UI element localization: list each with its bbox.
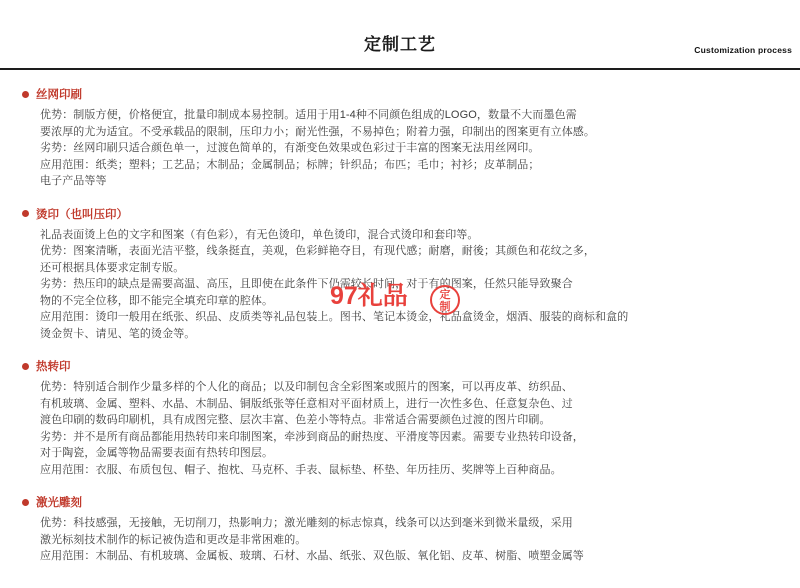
paragraph-line: 礼品表面烫上色的文字和图案（有色彩），有无色烫印，单色烫印，混合式烫印和套印等。 bbox=[40, 228, 479, 241]
bullet-icon bbox=[22, 91, 29, 98]
paragraph-line: 应用范围：衣服、布质包包、帽子、抱枕、马克杯、手表、鼠标垫、杯垫、年历挂历、奖牌等上百种商品。 bbox=[40, 463, 562, 476]
section-laser-engraving bbox=[18, 494, 782, 565]
section-heading bbox=[18, 206, 782, 222]
paragraph-line: 激光标刻技术制作的标记被伪造和更改是非常困难的。 bbox=[40, 533, 307, 546]
paragraph-line: 优势：制版方便，价格便宜，批量印制成本易控制。适用于用1-4种不同颜色组成的LOGO，数量不大而墨色需 bbox=[40, 109, 577, 121]
section-heading bbox=[18, 494, 782, 510]
watermark-badge-line2: 制 bbox=[439, 301, 451, 313]
paragraph-line: 电子产品等等 bbox=[40, 175, 107, 187]
paragraph-line: 优势：特别适合制作少量多样的个人化的商品；以及印制包含全彩图案或照片的图案，可以再皮革、纺织品、 bbox=[40, 381, 573, 393]
section-heat-transfer bbox=[18, 358, 782, 478]
paragraph-line: 应用范围：木制品、有机玻璃、金属板、玻璃、石材、水晶、纸张、双色版、氧化铝、皮革、树脂、喷塑金属等 bbox=[40, 550, 584, 562]
section-title: 丝网印刷 bbox=[36, 89, 82, 101]
section-hot-stamping bbox=[18, 206, 782, 343]
paragraph-line: 劣势：并不是所有商品都能用热转印来印制图案，牵涉到商品的耐热度、平滑度等因素。需要专业热转印设备， bbox=[40, 430, 584, 443]
bullet-icon bbox=[22, 499, 29, 506]
page-header bbox=[0, 0, 800, 70]
section-silkscreen bbox=[18, 86, 782, 190]
watermark-badge-line1: 定 bbox=[439, 289, 451, 301]
paragraph-line: 优势：科技感强，无接触，无切削刀，热影响力；激光雕刻的标志惊真，线条可以达到毫米到微米量级，采用 bbox=[40, 517, 573, 529]
section-title: 激光雕刻 bbox=[36, 497, 82, 509]
bullet-icon bbox=[22, 363, 29, 370]
section-heading bbox=[18, 86, 782, 102]
section-title: 烫印（也叫压印） bbox=[36, 208, 128, 221]
watermark-text: 97礼品 bbox=[330, 282, 408, 310]
paragraph-line: 物的不完全位移，即不能完全填充印章的腔体。 bbox=[40, 294, 274, 307]
paragraph-line: 优势：图案清晰，表面光洁平整，线条挺直，美观，色彩鲜艳夺目，有现代感；耐磨，耐後；其颜色和花纹之多， bbox=[40, 245, 595, 257]
section-heading bbox=[18, 358, 782, 374]
page-title: 定制工艺 bbox=[364, 35, 436, 54]
paragraph-line: 要浓厚的尤为适宜。不受承载品的限制，压印力小；耐光性强，不易掉色；附着力强，印制出的图案更有立体感。 bbox=[40, 125, 595, 138]
section-title: 热转印 bbox=[36, 361, 71, 373]
paragraph-line: 有机玻璃、金属、塑料、水晶、木制品、铜版纸张等任意相对平面材质上，进行一次性多色、任意复杂色、过 bbox=[40, 397, 573, 410]
document-body bbox=[0, 70, 800, 565]
bullet-icon bbox=[22, 210, 29, 217]
paragraph-line: 应用范围：纸类；塑料；工艺品；木制品；金属制品；标牌；针织品；布匹；毛巾；衬衫；皮革制品； bbox=[40, 158, 540, 171]
paragraph-line: 还可根据具体要求定制专版。 bbox=[40, 261, 185, 274]
paragraph-line: 应用范围：烫印一般用在纸张、织品、皮质类等礼品包装上。图书、笔记本烫金，礼品盒烫金，烟酒、服装的商标和盒的 bbox=[40, 311, 629, 323]
page-subtitle: Customization process bbox=[694, 45, 792, 55]
paragraph-line: 劣势：热压印的缺点是需要高温、高压，且即使在此条件下仍需较长时间，对于有的图案，任然只能导致聚合 bbox=[40, 278, 573, 290]
paragraph-line: 对于陶瓷，金属等物品需要表面有热转印图层。 bbox=[40, 447, 274, 459]
paragraph-line: 劣势：丝网印刷只适合颜色单一，过渡色简单的，有渐变色效果或色彩过于丰富的图案无法用丝网印。 bbox=[40, 142, 540, 154]
paragraph-line: 渡色印刷的数码印刷机，具有成图完整、层次丰富、色差小等特点。非常适合需要颜色过渡的图片印刷。 bbox=[40, 414, 551, 426]
paragraph-line: 烫金贺卡、请见、笔的烫金等。 bbox=[40, 327, 196, 340]
